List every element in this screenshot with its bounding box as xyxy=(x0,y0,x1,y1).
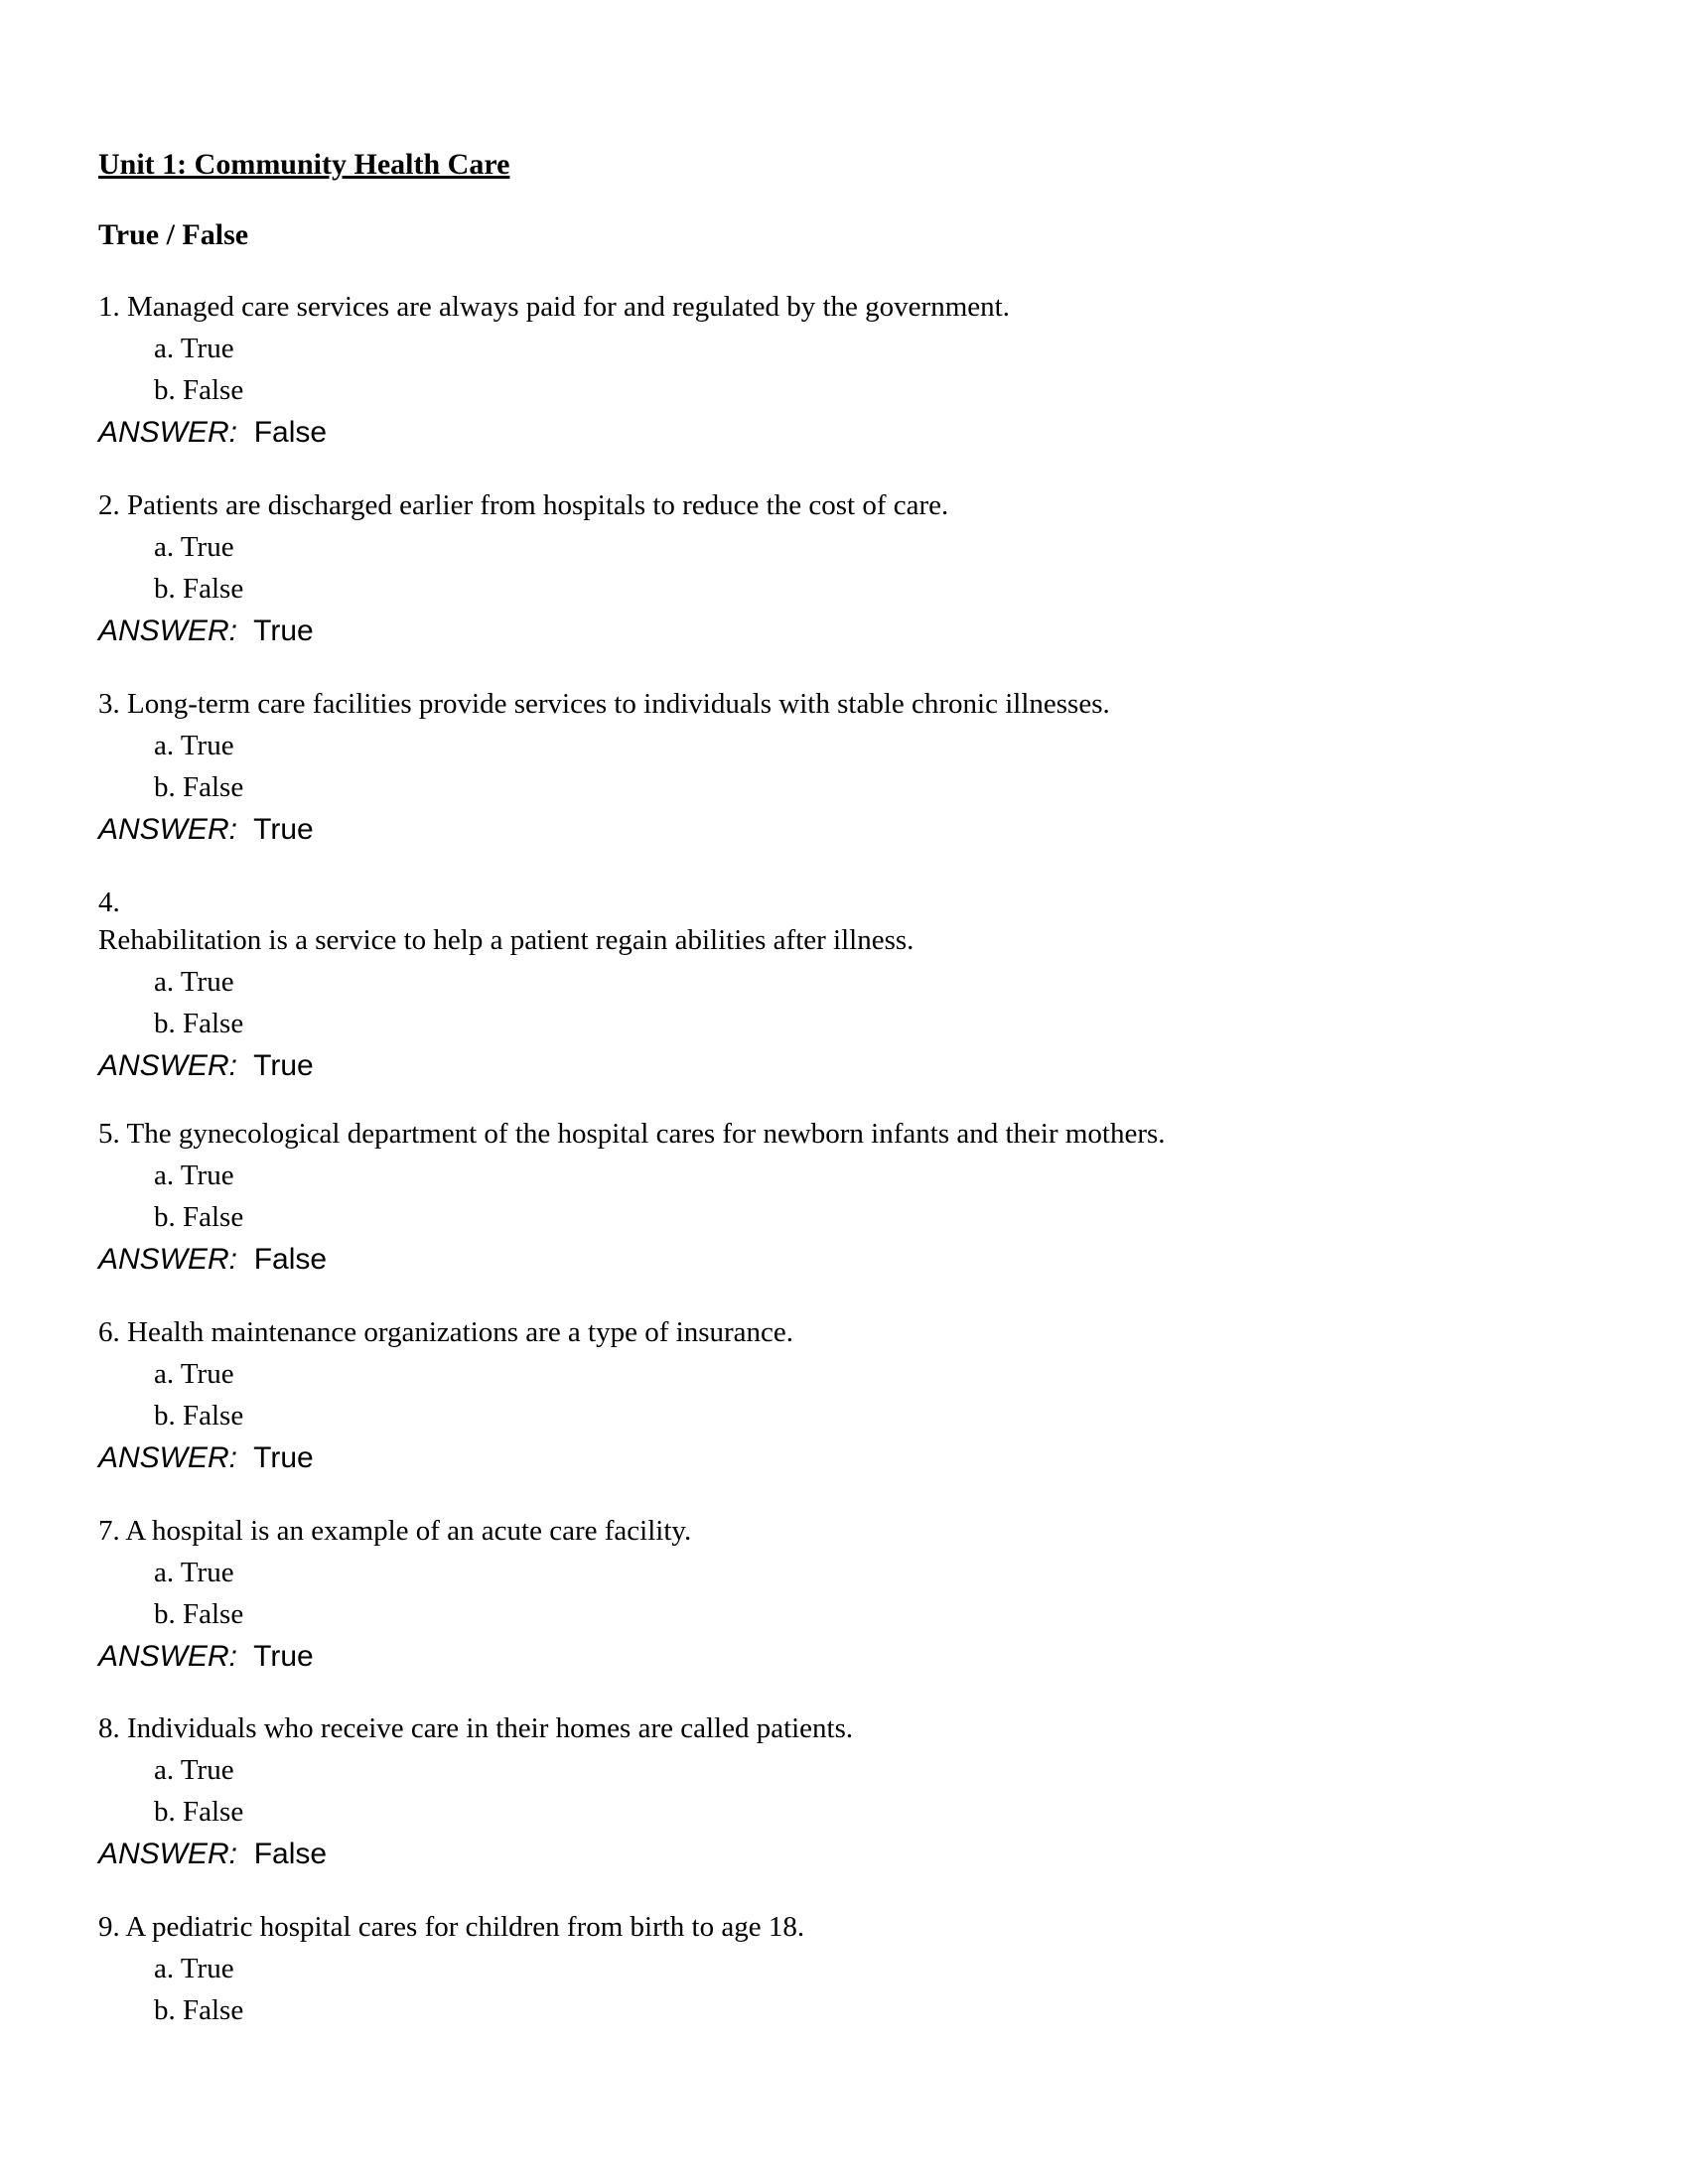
question-number: 6. xyxy=(98,1316,120,1348)
answer-label: ANSWER: xyxy=(98,416,238,449)
question-stem xyxy=(98,484,1588,526)
question-4 xyxy=(98,882,1588,1088)
option-a: a. True xyxy=(154,1953,234,1984)
question-text: Health maintenance organizations are a type of insurance. xyxy=(127,1316,794,1348)
question-number: 3. xyxy=(98,688,120,720)
question-number: 8. xyxy=(98,1712,120,1744)
question-1 xyxy=(98,286,1588,455)
option-a: a. True xyxy=(154,730,234,761)
question-number: 7. xyxy=(98,1515,120,1547)
answer-label: ANSWER: xyxy=(98,1640,238,1673)
option-b: b. False xyxy=(154,374,244,406)
question-stem xyxy=(98,1510,1588,1552)
option-a: a. True xyxy=(154,1358,234,1390)
question-stem xyxy=(98,1113,1588,1155)
question-number: 1. xyxy=(98,291,120,323)
question-text: Rehabilitation is a service to help a patient regain abilities after illness. xyxy=(98,924,914,956)
answer-line xyxy=(98,1238,1588,1282)
option-a: a. True xyxy=(154,1160,234,1191)
question-text: A pediatric hospital cares for children from birth to age 18. xyxy=(125,1911,805,1943)
answer-line xyxy=(98,411,1588,455)
answer-value: True xyxy=(253,813,314,846)
option-b: b. False xyxy=(154,1796,244,1828)
answer-value: False xyxy=(253,1838,328,1870)
question-text: Managed care services are always paid for and regulated by the government. xyxy=(127,291,1010,323)
question-number: 5. xyxy=(98,1118,120,1150)
option-a: a. True xyxy=(154,333,234,364)
answer-line xyxy=(98,808,1588,852)
question-text: The gynecological department of the hospital cares for newborn infants and their mothers. xyxy=(126,1118,1166,1150)
answer-value: False xyxy=(253,1243,328,1276)
option-a: a. True xyxy=(154,966,234,998)
option-b: b. False xyxy=(154,1598,244,1630)
option-b: b. False xyxy=(154,1201,244,1233)
question-text: Individuals who receive care in their homes are called patients. xyxy=(127,1712,854,1744)
question-text: Patients are discharged earlier from hospitals to reduce the cost of care. xyxy=(127,489,949,521)
question-stem xyxy=(98,1311,1588,1353)
answer-line xyxy=(98,1833,1588,1876)
option-a: a. True xyxy=(154,1754,234,1786)
option-a: a. True xyxy=(154,531,234,563)
section-heading: True / False xyxy=(98,218,249,251)
option-b: b. False xyxy=(154,1400,244,1432)
answer-label: ANSWER: xyxy=(98,1838,238,1870)
option-b: b. False xyxy=(154,573,244,605)
option-b: b. False xyxy=(154,1008,244,1039)
answer-line xyxy=(98,1635,1588,1679)
question-9 xyxy=(98,1906,1588,2031)
answer-line xyxy=(98,610,1588,653)
answer-value: True xyxy=(253,614,314,647)
answer-value: True xyxy=(253,1049,314,1082)
question-5 xyxy=(98,1113,1588,1282)
answer-label: ANSWER: xyxy=(98,1049,238,1082)
answer-label: ANSWER: xyxy=(98,614,238,647)
option-b: b. False xyxy=(154,771,244,803)
question-stem xyxy=(98,286,1588,328)
question-number: 4. xyxy=(98,887,120,918)
answer-label: ANSWER: xyxy=(98,1441,238,1474)
answer-label: ANSWER: xyxy=(98,813,238,846)
option-a: a. True xyxy=(154,1557,234,1588)
question-3 xyxy=(98,683,1588,852)
question-number: 2. xyxy=(98,489,120,521)
question-stem xyxy=(98,683,1588,725)
question-stem xyxy=(98,1906,1588,1948)
question-8 xyxy=(98,1707,1588,1876)
question-stem xyxy=(98,1707,1588,1749)
question-text: Long-term care facilities provide services to individuals with stable chronic illnesses. xyxy=(127,688,1110,720)
answer-value: False xyxy=(253,416,328,449)
question-2 xyxy=(98,484,1588,653)
answer-line xyxy=(98,1436,1588,1480)
page-title: Unit 1: Community Health Care xyxy=(98,148,510,181)
answer-value: True xyxy=(253,1640,314,1673)
answer-label: ANSWER: xyxy=(98,1243,238,1276)
question-number: 9. xyxy=(98,1911,120,1943)
option-b: b. False xyxy=(154,1994,244,2026)
question-7 xyxy=(98,1510,1588,1679)
answer-line xyxy=(98,1044,1588,1088)
answer-value: True xyxy=(253,1441,314,1474)
question-6 xyxy=(98,1311,1588,1480)
question-text: A hospital is an example of an acute care facility. xyxy=(125,1515,692,1547)
